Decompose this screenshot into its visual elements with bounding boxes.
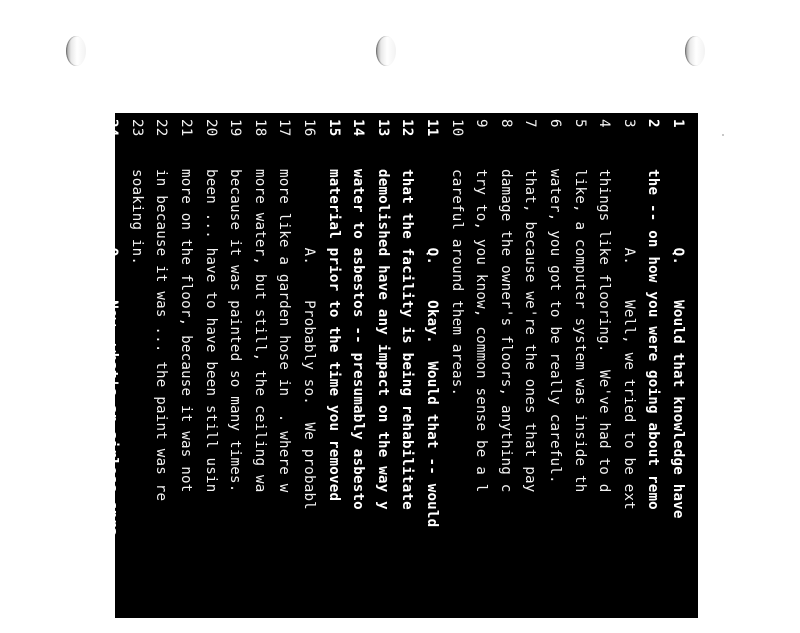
transcript-line xyxy=(419,113,444,633)
line-number: 7 xyxy=(522,119,539,128)
transcript-line xyxy=(518,113,543,633)
line-number: 2 xyxy=(645,119,662,128)
transcript-line xyxy=(567,113,592,633)
line-number: 22 xyxy=(153,119,170,137)
line-text: because it was painted so many times. xyxy=(227,169,244,493)
line-text: water, you got to be really careful. xyxy=(547,169,563,484)
transcript-line xyxy=(592,113,617,633)
transcript-line xyxy=(296,113,321,633)
line-number: 24 xyxy=(104,119,121,137)
line-number: 1 xyxy=(670,119,686,128)
line-text: the -- on how you were going about remo xyxy=(645,169,662,510)
line-text: in because it was ... the paint was re xyxy=(153,169,170,502)
transcript-rotated-text xyxy=(104,113,698,618)
transcript-line xyxy=(641,113,666,633)
transcript-line xyxy=(346,113,371,633)
line-number: 14 xyxy=(350,119,367,137)
line-text: like, a computer system was inside th xyxy=(571,169,588,493)
punch-hole-left xyxy=(66,36,86,66)
transcript-line xyxy=(149,113,174,633)
line-text: material prior to the time you removed xyxy=(325,169,342,502)
transcript-line xyxy=(223,113,248,633)
line-text: been ... have to have been still usin xyxy=(202,169,219,493)
transcript-line xyxy=(616,113,641,633)
line-number: 12 xyxy=(399,119,416,137)
line-text: Q. Okay. Would that -- would xyxy=(424,169,440,528)
line-text: try to, you know, common sense be a l xyxy=(473,169,490,493)
line-number: 5 xyxy=(571,119,588,128)
line-number: 20 xyxy=(202,119,219,137)
line-number: 23 xyxy=(128,119,145,137)
line-text: soaking in. xyxy=(128,169,145,266)
transcript-line xyxy=(665,113,690,633)
punch-hole-right xyxy=(685,36,705,66)
line-text: more like a garden hose in . where w xyxy=(276,169,293,493)
line-number: 3 xyxy=(620,119,637,128)
line-text: more on the floor, because it was not xyxy=(178,169,194,493)
transcript-line xyxy=(542,113,567,633)
line-text: Q. Now, what's an airless spra xyxy=(104,169,121,537)
line-number: 21 xyxy=(178,119,194,137)
punch-hole-center xyxy=(376,36,396,66)
line-number: 4 xyxy=(596,119,613,128)
line-text: water to asbestos -- presumably asbesto xyxy=(350,169,367,510)
line-number: 11 xyxy=(424,119,440,137)
line-text: A. Well, we tried to be ext xyxy=(620,169,637,510)
transcript-line xyxy=(395,113,420,633)
transcript-line xyxy=(444,113,469,633)
line-number: 10 xyxy=(448,119,465,137)
line-number: 6 xyxy=(547,119,563,128)
line-number: 17 xyxy=(276,119,293,137)
transcript-line xyxy=(173,113,198,633)
transcript-line xyxy=(321,113,346,633)
line-number: 19 xyxy=(227,119,244,137)
line-text: damage the owner's floors, anything c xyxy=(497,169,514,493)
line-text: demolished have any impact on the way y xyxy=(374,169,391,510)
line-number: 13 xyxy=(374,119,391,137)
line-text: careful around them areas. xyxy=(448,169,465,397)
transcript-line xyxy=(100,113,125,633)
scan-speck xyxy=(722,134,724,136)
transcript-line xyxy=(247,113,272,633)
line-text: that, because we're the ones that pay xyxy=(522,169,539,493)
transcript-line xyxy=(124,113,149,633)
transcript-line xyxy=(198,113,223,633)
transcript-line xyxy=(272,113,297,633)
line-text: more water, but still, the ceiling wa xyxy=(251,169,268,493)
transcript-line xyxy=(493,113,518,633)
transcript-line xyxy=(469,113,494,633)
line-number: 15 xyxy=(325,119,342,137)
line-text: things like flooring. We've had to d xyxy=(596,169,613,493)
line-text: A. Probably so. We probabl xyxy=(301,169,317,510)
line-text: that the facility is being rehabilitate xyxy=(399,169,416,510)
line-number: 18 xyxy=(251,119,268,137)
line-number: 9 xyxy=(473,119,490,128)
line-number: 16 xyxy=(301,119,317,137)
transcript-line xyxy=(370,113,395,633)
line-number: 8 xyxy=(497,119,514,128)
transcript-page xyxy=(104,113,698,618)
line-text: Q. Would that knowledge have xyxy=(670,169,686,519)
